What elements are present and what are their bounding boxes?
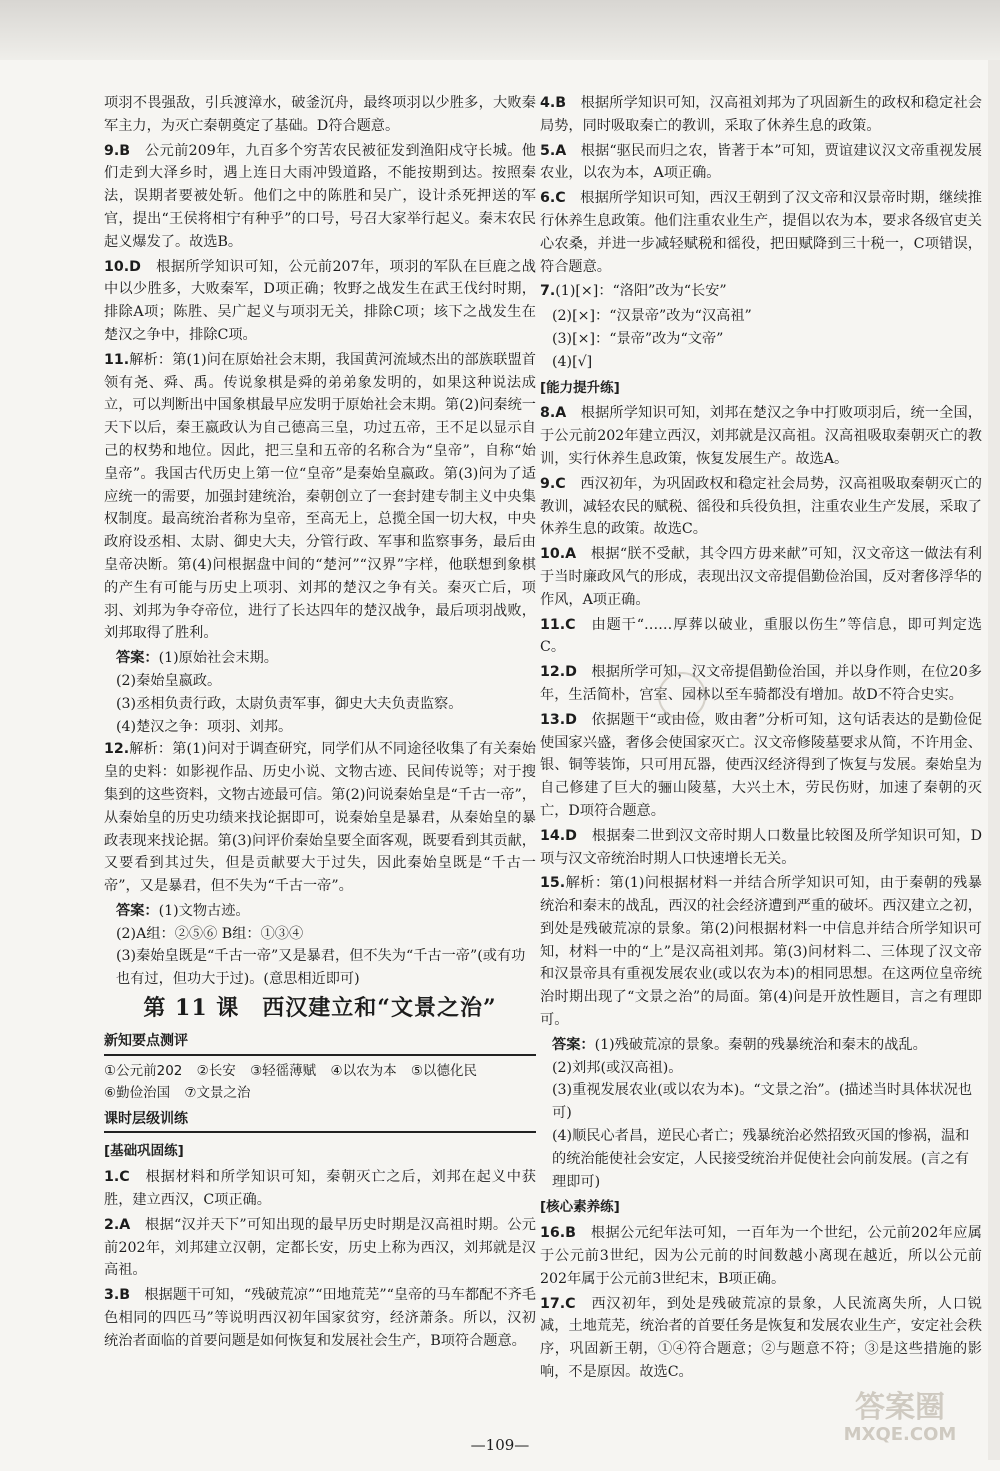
answer-item-11: 11.C 由题干“……厚葬以破业，重服以伤生”等信息，即可判定选C。 — [540, 616, 982, 656]
answer-item-16: 16.B 根据公元纪年法可知，一百年为一个世纪，公元前202年应属于公元前3世纪，因为公元前的时间数越小离现在越近，所以公元前202年属于公元前3世纪末，B项正确。 — [540, 1225, 982, 1287]
answer-item-13: 13.D 依据题干“或由俭，败由奢”分析可知，这句话表达的是勤俭促使国家兴盛，奢侈会使国家灭亡。汉文帝修陵墓要求从简，不许用金、银、铜等装饰，只可用瓦器，使西汉经济得到了恢复与发展。秦始皇为自己修建了巨大的骊山陵墓，大兴土木，劳民伤财，加速了秦朝的灭亡，D项符合题意。 — [540, 711, 982, 819]
section-core: [核心素养练] — [540, 1199, 620, 1216]
answer-item-9: 9.B 公元前209年，九百多个穷苦农民被征发到渔阳戍守长城。他们走到大泽乡时，遇上连日大雨冲毁道路，不能按期到达。按照秦法，误期者要被处斩。他们之中的陈胜和吴广，设计杀死押送的军官，提出“王侯将相宁有种乎”的口号，号召大家举行起义。秦末农民起义爆发了。故选B。 — [104, 142, 536, 250]
answer-7-more: (2)[×]：“汉景帝”改为“汉高祖” (3)[×]：“景帝”改为“文帝” (4)[√] — [552, 308, 752, 370]
answer-item-12: 12.D 根据所学可知，汉文帝提倡勤俭治国，并以身作则，在位20多年，生活简朴，宫室、园林以至车骑都没有增加。故D不符合史实。 — [540, 664, 982, 703]
answer-item-6: 6.C 根据所学知识可知，西汉王朝到了汉文帝和汉景帝时期，继续推行休养生息政策。他们注重农业生产，提倡以农为本，要求各级官吏关心农桑，并进一步减轻赋税和徭役，把田赋降到三十税一，C项错误，符合题意。 — [540, 190, 982, 275]
answer-12-block: 答案：(1)文物古迹。 (2)A组：②⑤⑥ B组：①③④ (3)秦始皇既是“千古一帝”又是暴君，但不失为“千古一帝”(或有功也有过，但功大于过)。(意思相近即可) — [116, 902, 526, 988]
watermark-text: 答案圈 — [855, 1390, 945, 1425]
key-point: ⑥勤俭治国 — [104, 1084, 171, 1101]
watermark-logo — [830, 1391, 970, 1461]
answer-item-1: 1.C 根据材料和所学知识可知，秦朝灭亡之后，刘邦在起义中获胜，建立西汉，C项正确。 — [104, 1169, 536, 1209]
scan-right-edge — [988, 60, 1000, 1460]
answer-item-8-cont: 项羽不畏强敌，引兵渡漳水，破釜沉舟，最终项羽以少胜多，大败秦军主力，为灭亡秦朝奠定了基础。D符合题意。 — [104, 95, 536, 134]
left-column — [104, 92, 536, 1355]
page-number: —109— — [470, 1436, 530, 1454]
answer-item-9: 9.C 西汉初年，为巩固政权和稳定社会局势，汉高祖吸取秦朝灭亡的教训，减轻农民的赋税、徭役和兵役负担，注重农业生产发展，采取了休养生息的政策。故选C。 — [540, 475, 982, 538]
answer-item-5: 5.A 根据“驱民而归之农，皆著于本”可知，贾谊建议汉文帝重视发展农业，以农为本，A项正确。 — [540, 142, 982, 182]
answer-15-block: 答案：(1)残破荒凉的景象。秦朝的残暴统治和秦末的战乱。 (2)刘邦(或汉高祖)。 (3)重视发展农业(或以农为本)。“文景之治”。(描述当时具体状况也可) (4)顺民心者昌，逆民心者亡；残暴统治必然招致灭国的惨祸，温和的统治能使社会安定，人民接受统治并促使社会向前发展。(言之有理即可) — [552, 1036, 973, 1190]
answer-item-14: 14.D 根据秦二世到汉文帝时期人口数量比较图及所学知识可知，D项与汉文帝统治时期人口快速增长无关。 — [540, 827, 982, 867]
key-point: ③轻徭薄赋 — [250, 1062, 317, 1079]
section-ability: [能力提升练] — [540, 379, 620, 396]
lesson-title: 第 11 课 西汉建立和“文景之治” — [143, 995, 497, 1022]
section-basic: [基础巩固练] — [104, 1143, 184, 1160]
key-point: ④以农为本 — [330, 1062, 397, 1079]
key-point: ②长安 — [196, 1062, 236, 1079]
answer-item-10: 10.A 根据“朕不受献，其令四方毋来献”可知，汉文帝这一做法有利于当时廉政风气的形成，表现出汉文帝提倡勤俭治国，反对奢侈浮华的作风，A项正确。 — [540, 546, 982, 608]
answer-item-12: 12.解析：第(1)问对于调查研究，同学们从不同途径收集了有关秦始皇的史料：如影视作品、历史小说、文物古迹、民间传说等；对于搜集到的这些资料，文物古迹最可信。第(2)问说秦始皇是“千古一帝”，从秦始皇的历史功绩来找论据即可，说秦始皇是暴君，从秦始皇的暴政表现来找论据。第(3)问评价秦始皇要全面客观，既要看到其贡献，又要看到其过失，但是贡献要大于过失，因此秦始皇既是“千古一帝”，又是暴君，但不失为“千古一帝”。 — [104, 741, 536, 895]
scan-top-band — [0, 0, 1000, 60]
answer-item-11: 11.解析：第(1)问在原始社会末期，我国黄河流域杰出的部族联盟首领有尧、舜、禹。传说象棋是舜的弟弟象发明的，如果这种说法成立，可以判断出中国象棋最早应发明于原始社会末期。第(2)问秦统一天下以后，秦王嬴政认为自己德高三皇，功过五帝，王不足以显示自己的权势和地位。因此，把三皇和五帝的名称合为“皇帝”，自称“始皇帝”。我国古代历史上第一位“皇帝”是秦始皇嬴政。第(3)问为了适应统一的需要，加强封建统治，秦朝创立了一套封建专制主义中央集权制度。最高统治者称为皇帝，至高无上，总揽全国一切大权，中央政府设丞相、太尉、御史大夫，分管行政、军事和监察事务，最后由皇帝决断。第(4)问根据盘中间的“楚河”“汉界”字样，他联想到象棋的产生有可能与历史上项羽、刘邦的楚汉之争有关。秦灭亡后，项羽、刘邦为争夺帝位，进行了长达四年的楚汉战争，最后项羽战败，刘邦取得了胜利。 — [104, 351, 536, 642]
key-point: ⑦文景之治 — [184, 1084, 251, 1101]
answer-11-block: 答案：(1)原始社会末期。 (2)秦始皇嬴政。 (3)丞相负责行政，太尉负责军事，御史大夫负责监察。 (4)楚汉之争：项羽、刘邦。 — [116, 650, 463, 735]
answer-item-15: 15.解析：第(1)问根据材料一并结合所学知识可知，由于秦朝的残暴统治和秦末的战乱，西汉的社会经济遭到严重的破坏。西汉建立之初，到处是残破荒凉的景象。第(2)问根据材料一中信息并结合所学知识可知，材料一中的“上”是汉高祖刘邦。第(3)问材料二、三体现了汉文帝和汉景帝具有重视发展农业(或以农为本)的相同思想。在这两位皇帝统治时期出现了“文景之治”的局面。第(4)问是开放性题目，言之有理即可。 — [540, 875, 982, 1029]
answer-item-10: 10.D 根据所学知识可知，公元前207年，项羽的军队在巨鹿之战中以少胜多，大败秦军，D项正确；牧野之战发生在武王伐纣时期，排除A项；陈胜、吴广起义与项羽无关，排除C项；垓下之战发生在楚汉之争中，排除C项。 — [104, 258, 536, 343]
section-band-new-knowledge: 新知要点测评 — [104, 1030, 536, 1056]
answer-item-17: 17.C 西汉初年，到处是残破荒凉的景象，人民流离失所，人口锐减，土地荒芜，统治者的首要任务是恢复和发展农业生产，安定社会秩序，巩固新王朝，①④符合题意；②与题意不符；③是这些措施的影响，不是原因。故选C。 — [540, 1295, 982, 1381]
answer-item-4: 4.B 根据所学知识可知，汉高祖刘邦为了巩固新生的政权和稳定社会局势，同时吸取秦亡的教训，采取了休养生息的政策。 — [540, 95, 982, 134]
stamp-mark — [658, 672, 706, 720]
key-point: ①公元前202 — [104, 1062, 183, 1079]
answer-item-8: 8.A 根据所学知识可知，刘邦在楚汉之争中打败项羽后，统一全国，于公元前202年建立西汉，刘邦就是汉高祖。汉高祖吸取秦朝灭亡的教训，实行休养生息政策，恢复发展生产。故选A。 — [540, 405, 982, 467]
answer-item-2: 2.A 根据“汉并天下”可知出现的最早历史时期是汉高祖时期。公元前202年，刘邦建立汉朝，定都长安，历史上称为西汉，刘邦就是汉高祖。 — [104, 1216, 536, 1279]
section-band-lesson-training: 课时层级训练 — [104, 1108, 536, 1134]
watermark-url: MXQE.COM — [843, 1424, 957, 1445]
right-column — [540, 92, 982, 1386]
key-point: ⑤以德化民 — [410, 1062, 477, 1079]
key-points — [104, 1060, 536, 1104]
answer-item-7: 7.(1)[×]：“洛阳”改为“长安” — [540, 283, 727, 300]
answer-item-3: 3.B 根据题干可知，“残破荒凉”“田地荒芜”“皇帝的马车都配不齐毛色相同的四匹马”等说明西汉初年国家贫穷，经济萧条。所以，汉初统治者面临的首要问题是如何恢复和发展社会生产，B项符合题意。 — [104, 1287, 536, 1349]
